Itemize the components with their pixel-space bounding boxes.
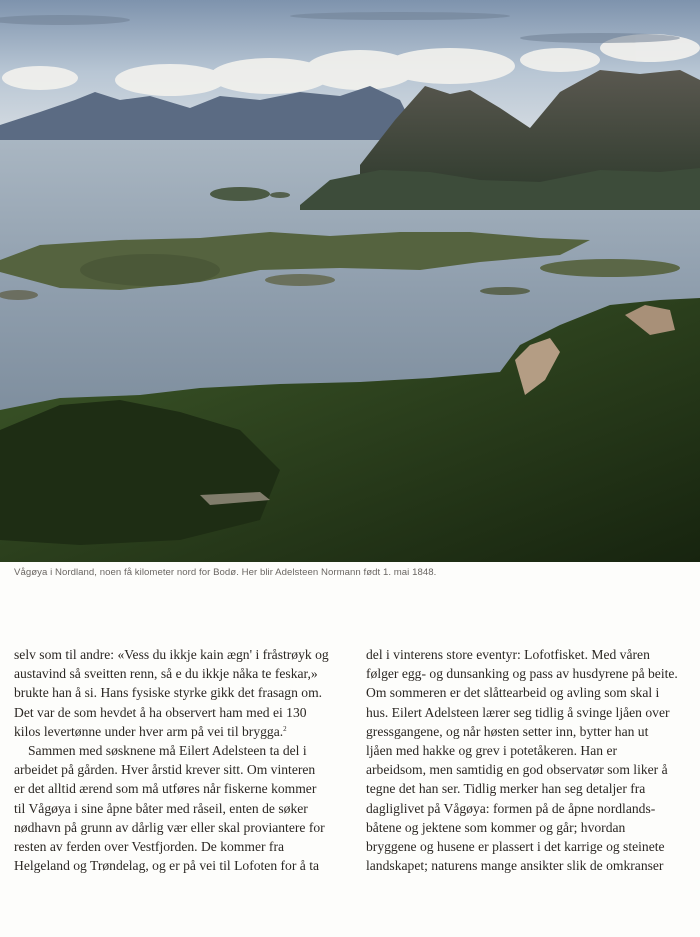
text-line: brukte han å si. Hans fysiske styrke gikk det frasagn om. bbox=[14, 685, 323, 701]
text-line: resten av ferden over Vestfjorden. De kommer fra bbox=[14, 839, 285, 855]
text-line: del i vinterens store eventyr: Lofotfisket. Med våren bbox=[366, 647, 650, 662]
text-line: arbeidsom, men samtidig en god observatør som liker å bbox=[366, 762, 668, 778]
text-line: austavind så sveitten renn, så e du ikkje nåka te feskar,» bbox=[14, 666, 318, 682]
text-line-content: kilos levertønne under hver arm på vei til brygga. bbox=[14, 723, 284, 739]
text-column-right bbox=[366, 645, 696, 875]
text-line: dagliglivet på Vågøya: formen på de åpne nordlands- bbox=[366, 800, 656, 816]
text-line: Helgeland og Trøndelag, og er på vei til Lofoten for å ta bbox=[14, 858, 320, 874]
text-line: bryggene og husene er plassert i det karrige og steinete bbox=[366, 839, 665, 855]
text-line: til Vågøya i sine åpne båter med råseil, enten de søker bbox=[14, 800, 308, 816]
text-line: arbeidet på gården. Hver årstid krever sitt. Om vinteren bbox=[14, 762, 316, 778]
paragraph-start-line: Sammen med søsknene må Eilert Adelsteen ta del i bbox=[28, 743, 307, 759]
text-line: er det alltid ærend som må utføres når fiskerne kommer bbox=[14, 781, 317, 797]
text-line: selv som til andre: «Vess du ikkje kain ægn' i fråstrøyk og bbox=[14, 647, 329, 662]
text-line: følger egg- og dunsanking og pass av husdyrene på beite. bbox=[366, 666, 678, 682]
text-line: Om sommeren er det slåttearbeid og avling som skal i bbox=[366, 685, 660, 701]
text-line: gressgangene, og når høsten setter inn, bytter han ut bbox=[366, 723, 649, 739]
photo-caption: Vågøya i Nordland, noen få kilometer nord for Bodø. Her blir Adelsteen Normann født 1. mai 1848. bbox=[14, 567, 437, 578]
text-line: båtene og jektene som kommer og går; hvordan bbox=[366, 819, 626, 835]
text-line-with-footnote bbox=[14, 722, 354, 741]
footnote-marker: 2 bbox=[283, 724, 287, 733]
text-line: tegne det han ser. Tidlig merker han seg detaljer fra bbox=[366, 781, 646, 797]
text-line: nødhavn på grunn av dårlig vær eller skal proviantere for bbox=[14, 819, 325, 835]
text-column-left bbox=[14, 645, 354, 875]
text-line: Det var de som hevdet å ha observert ham med ei 130 bbox=[14, 704, 307, 720]
text-line: hus. Eilert Adelsteen lærer seg tidlig å svinge ljåen over bbox=[366, 704, 670, 720]
text-line: landskapet; naturens mange ansikter slik de omkranser bbox=[366, 858, 664, 874]
text-line: ljåen med hakke og grev i potetåkeren. Han er bbox=[366, 743, 617, 759]
